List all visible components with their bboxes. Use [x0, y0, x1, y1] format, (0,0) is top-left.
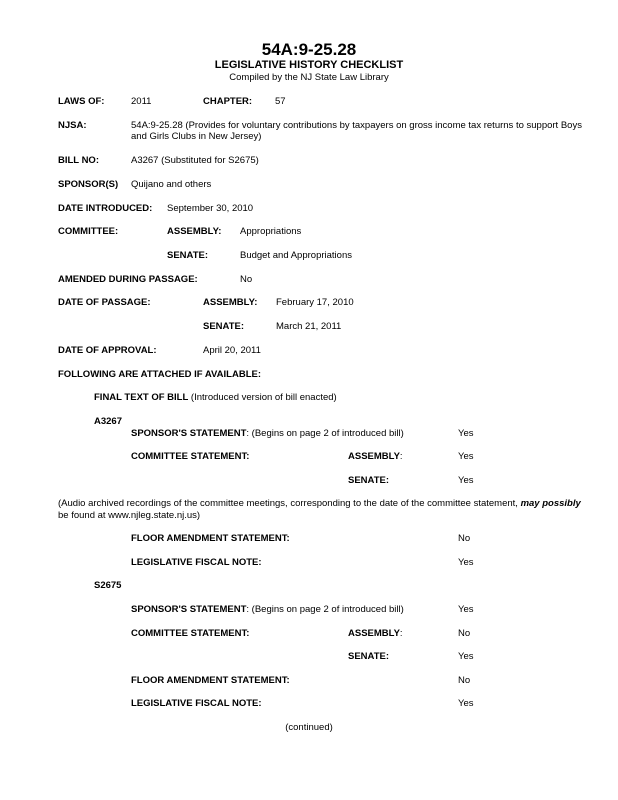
- date-of-approval-label: DATE OF APPROVAL:: [58, 345, 157, 356]
- committee-assembly-label: ASSEMBLY:: [167, 226, 222, 237]
- a3267-assembly-label: ASSEMBLY: [348, 451, 400, 462]
- bill-s2675-heading: S2675: [94, 580, 122, 591]
- amended-label: AMENDED DURING PASSAGE:: [58, 274, 198, 285]
- passage-assembly-value: February 17, 2010: [276, 297, 354, 308]
- date-introduced-value: September 30, 2010: [167, 203, 254, 214]
- a3267-senate-label: SENATE:: [348, 475, 389, 486]
- sponsor-label: SPONSOR(S): [58, 179, 119, 190]
- passage-assembly-label: ASSEMBLY:: [203, 297, 258, 308]
- committee-label: COMMITTEE:: [58, 226, 119, 237]
- final-text-row: [94, 392, 337, 404]
- s2675-senate-label: SENATE:: [348, 651, 389, 662]
- s2675-sponsor-label: SPONSOR'S STATEMENT: [131, 604, 247, 615]
- a3267-assembly-colon: :: [399, 451, 403, 462]
- a3267-assembly-value: Yes: [458, 451, 474, 462]
- s2675-fiscal-value: Yes: [458, 698, 474, 709]
- chapter-label: CHAPTER:: [203, 96, 253, 107]
- passage-senate-value: March 21, 2011: [276, 321, 342, 332]
- committee-assembly-value: Appropriations: [240, 226, 302, 237]
- audio-note-line-1: [58, 498, 581, 510]
- a3267-sponsor-value: Yes: [458, 428, 474, 439]
- sponsor-value: Quijano and others: [131, 179, 212, 190]
- s2675-sponsor-note: : (Begins on page 2 of introduced bill): [246, 604, 404, 615]
- a3267-fiscal-label: LEGISLATIVE FISCAL NOTE:: [131, 557, 262, 568]
- final-text-label: FINAL TEXT OF BILL: [94, 392, 189, 403]
- a3267-floor-label: FLOOR AMENDMENT STATEMENT:: [131, 533, 290, 544]
- s2675-senate-value: Yes: [458, 651, 474, 662]
- document-subtitle: LEGISLATIVE HISTORY CHECKLIST: [214, 59, 404, 71]
- a3267-sponsor-row: [131, 428, 404, 440]
- bill-a3267-heading: A3267: [94, 416, 122, 427]
- compiled-by: Compiled by the NJ State Law Library: [229, 72, 389, 83]
- a3267-senate-value: Yes: [458, 475, 474, 486]
- s2675-assembly-colon: :: [399, 628, 403, 639]
- date-of-approval-value: April 20, 2011: [203, 345, 261, 356]
- date-introduced-label: DATE INTRODUCED:: [58, 203, 153, 214]
- njsa-line-1: 54A:9-25.28 (Provides for voluntary contributions by taxpayers on gross income tax returns to support Boys: [131, 120, 582, 131]
- attached-heading: FOLLOWING ARE ATTACHED IF AVAILABLE:: [58, 369, 261, 380]
- document-title: 54A:9-25.28: [261, 40, 357, 59]
- a3267-sponsor-note: : (Begins on page 2 of introduced bill): [246, 428, 404, 439]
- date-of-passage-label: DATE OF PASSAGE:: [58, 297, 151, 308]
- s2675-committee-label: COMMITTEE STATEMENT:: [131, 628, 250, 639]
- committee-senate-value: Budget and Appropriations: [240, 250, 352, 261]
- a3267-sponsor-label: SPONSOR'S STATEMENT: [131, 428, 247, 439]
- s2675-sponsor-value: Yes: [458, 604, 474, 615]
- s2675-assembly-row: [348, 628, 403, 640]
- bill-no-value: A3267 (Substituted for S2675): [131, 155, 259, 166]
- s2675-fiscal-label: LEGISLATIVE FISCAL NOTE:: [131, 698, 262, 709]
- njsa-label: NJSA:: [58, 120, 87, 131]
- a3267-floor-value: No: [458, 533, 471, 544]
- laws-of-value: 2011: [131, 96, 152, 107]
- audio-note-text: (Audio archived recordings of the committee meetings, corresponding to the date of the committee statement,: [58, 498, 521, 509]
- bill-no-label: BILL NO:: [58, 155, 99, 166]
- audio-note-line-2: be found at www.njleg.state.nj.us): [58, 510, 201, 521]
- a3267-fiscal-value: Yes: [458, 557, 474, 568]
- passage-senate-label: SENATE:: [203, 321, 244, 332]
- njsa-line-2: and Girls Clubs in New Jersey): [131, 131, 262, 142]
- amended-value: No: [240, 274, 253, 285]
- s2675-assembly-label: ASSEMBLY: [348, 628, 400, 639]
- laws-of-label: LAWS OF:: [58, 96, 105, 107]
- committee-senate-label: SENATE:: [167, 250, 208, 261]
- a3267-assembly-row: [348, 451, 403, 463]
- s2675-floor-label: FLOOR AMENDMENT STATEMENT:: [131, 675, 290, 686]
- chapter-value: 57: [275, 96, 286, 107]
- s2675-sponsor-row: [131, 604, 404, 616]
- s2675-floor-value: No: [458, 675, 471, 686]
- a3267-committee-label: COMMITTEE STATEMENT:: [131, 451, 250, 462]
- continued-footer: (continued): [285, 722, 333, 733]
- audio-note-emphasis: may possibly: [520, 498, 581, 509]
- s2675-assembly-value: No: [458, 628, 471, 639]
- final-text-note: (Introduced version of bill enacted): [188, 392, 337, 403]
